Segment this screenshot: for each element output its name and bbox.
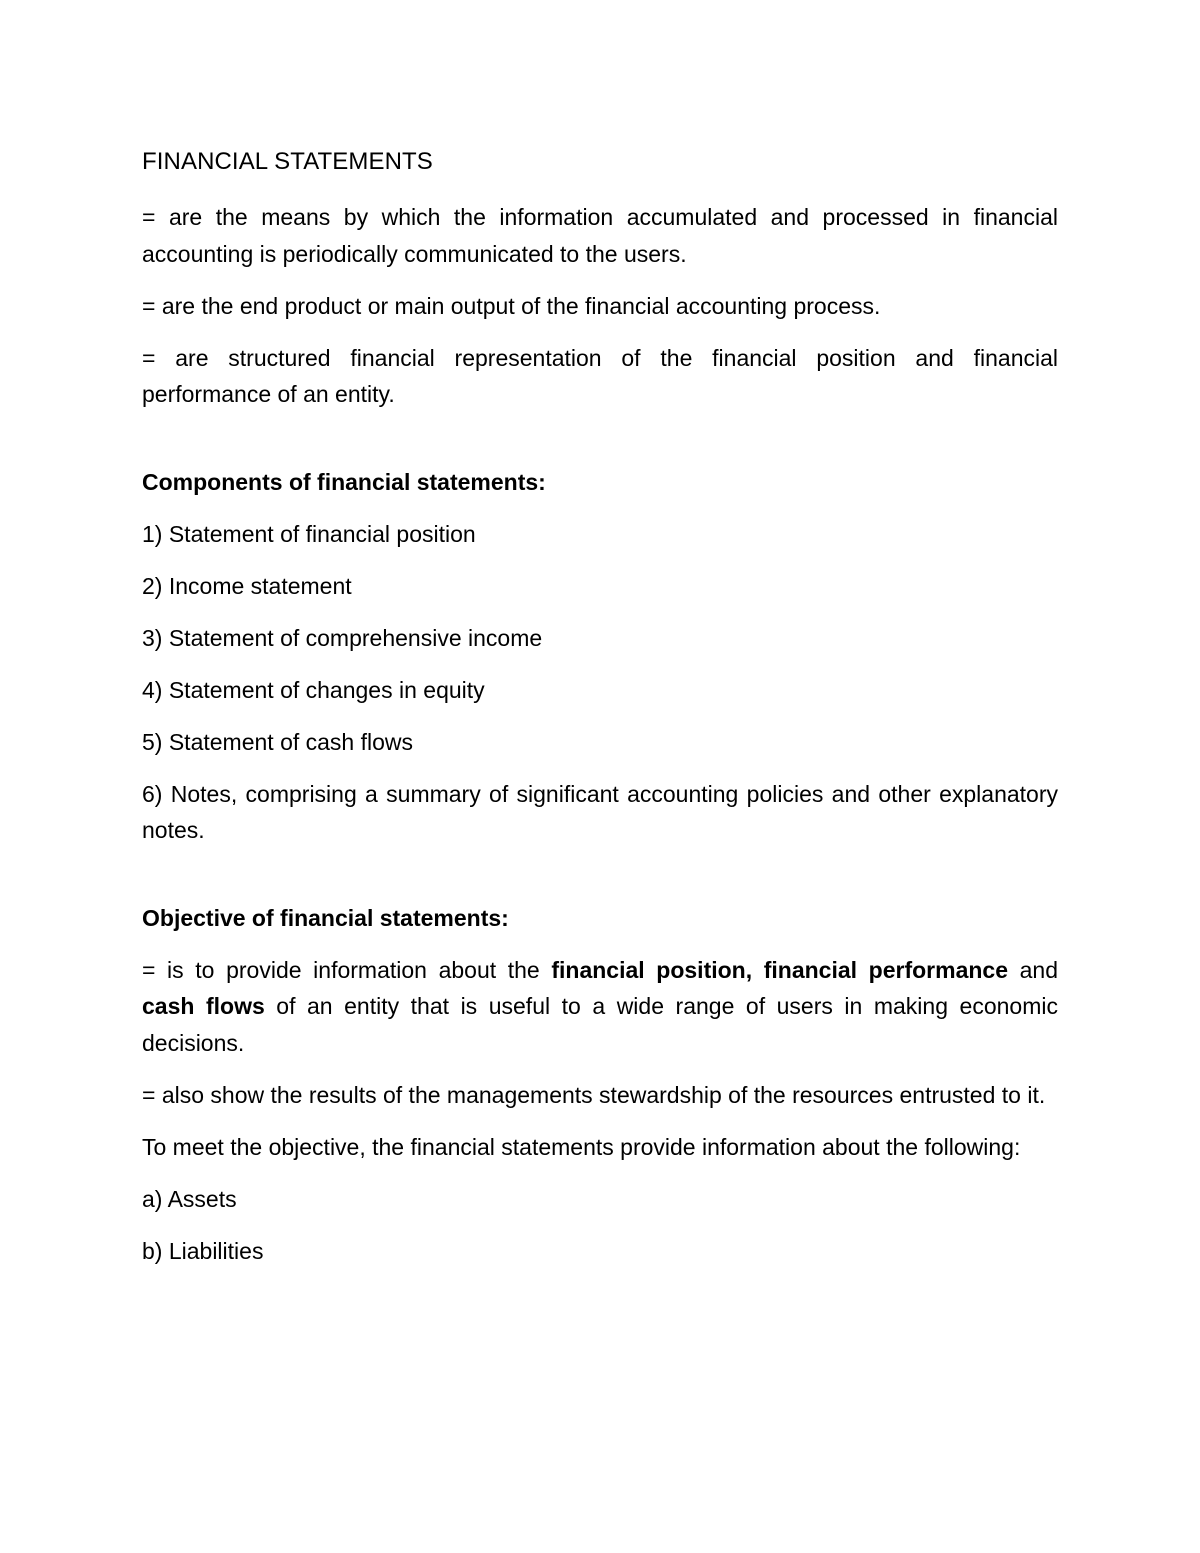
objective-heading: Objective of financial statements:	[142, 904, 509, 931]
information-list-item: b) Liabilities	[142, 1237, 264, 1264]
objective-paragraph: To meet the objective, the financial statements provide information about the following:	[142, 1133, 1021, 1160]
objective-paragraph	[142, 952, 1058, 1062]
definition-paragraph: = are the means by which the information accumulated and processed in financial accounting is periodically communicated to the users.	[142, 204, 1058, 267]
information-list-item: a) Assets	[142, 1185, 237, 1212]
definition-paragraph: = are structured financial representation of the financial position and financial performance of an entity.	[142, 344, 1058, 407]
objective-text: of an entity that is useful to a wide range of users in making economic decisions.	[142, 993, 1058, 1056]
component-list-item: 2) Income statement	[142, 572, 352, 599]
objective-emphasis: financial position, financial performance	[551, 956, 1008, 983]
component-list-item: 1) Statement of financial position	[142, 520, 476, 547]
component-list-item: 3) Statement of comprehensive income	[142, 624, 543, 651]
objective-paragraph: = also show the results of the managements stewardship of the resources entrusted to it.	[142, 1081, 1046, 1108]
objective-emphasis: cash flows	[142, 993, 265, 1019]
document-content	[142, 140, 1058, 1285]
component-list-item: 6) Notes, comprising a summary of significant accounting policies and other explanatory notes.	[142, 780, 1058, 843]
component-list-item: 5) Statement of cash flows	[142, 728, 414, 755]
objective-text: and	[1008, 956, 1059, 983]
objective-text: = is to provide information about the	[142, 956, 552, 983]
definition-paragraph: = are the end product or main output of the financial accounting process.	[142, 292, 881, 319]
document-title: FINANCIAL STATEMENTS	[142, 148, 433, 175]
components-heading: Components of financial statements:	[142, 468, 546, 495]
component-list-item: 4) Statement of changes in equity	[142, 676, 485, 703]
